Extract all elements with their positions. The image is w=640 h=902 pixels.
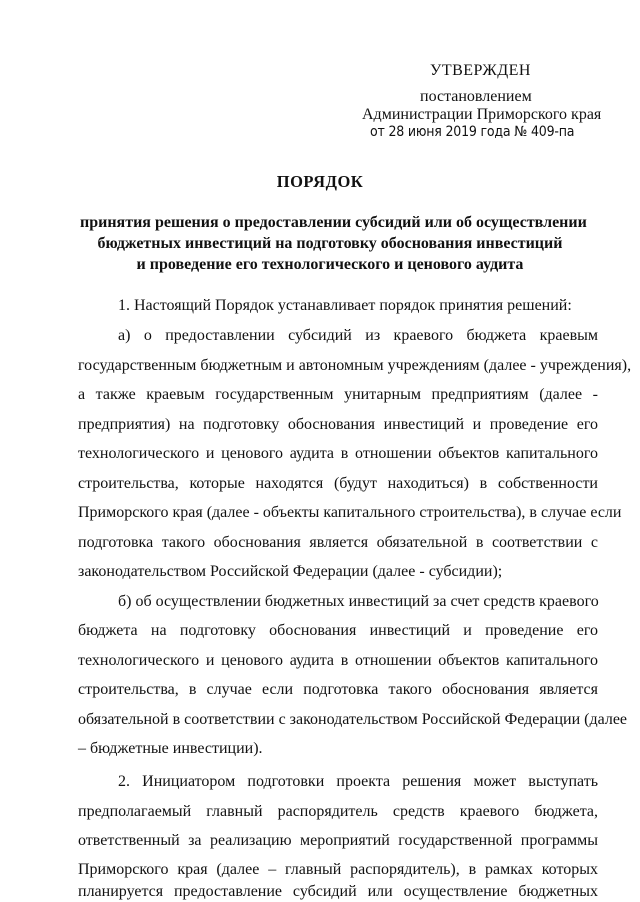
subtitle-line: и проведение его технологического и ценового аудита: [136, 256, 524, 273]
body-line: предполагаемый главный распорядитель средств краевого бюджета,: [78, 803, 598, 820]
body-line: – бюджетные инвестиции).: [78, 740, 263, 757]
body-line: предприятия) на подготовку обоснования инвестиций и проведение его: [78, 416, 598, 433]
body-line: ответственный за реализацию мероприятий государственной программы: [78, 832, 598, 849]
body-line: 2. Инициатором подготовки проекта решения может выступать: [118, 773, 598, 790]
body-line: строительства, которые находятся (будут находиться) в собственности: [78, 475, 598, 492]
body-line: а также краевым государственным унитарным предприятиям (далее -: [78, 386, 598, 403]
body-line: законодательством Российской Федерации (далее - субсидии);: [78, 563, 503, 580]
document-title: ПОРЯДОК: [276, 172, 364, 191]
approval-line-resolution: постановлением: [420, 88, 532, 105]
subtitle-line: бюджетных инвестиций на подготовку обоснования инвестиций: [97, 235, 563, 252]
body-line: планируется предоставление субсидий или осуществление бюджетных: [78, 883, 598, 900]
subtitle-line: принятия решения о предоставлении субсидий или об осуществлении: [80, 214, 587, 231]
body-line: строительства, в случае если подготовка такого обоснования является: [78, 681, 598, 698]
body-line: Приморского края (далее – главный распорядитель), в рамках которых: [78, 861, 598, 878]
body-line: технологического и ценового аудита в отношении объектов капитального: [78, 445, 598, 462]
approval-line-date-number: от 28 июня 2019 года № 409-па: [370, 124, 575, 140]
body-line: подготовка такого обоснования является обязательной в соответствии с: [78, 534, 598, 551]
body-line: обязательной в соответствии с законодательством Российской Федерации (далее: [78, 711, 628, 728]
body-line: 1. Настоящий Порядок устанавливает порядок принятия решений:: [118, 297, 572, 314]
body-line: технологического и ценового аудита в отношении объектов капитального: [78, 652, 598, 669]
body-line: государственным бюджетным и автономным учреждениям (далее - учреждения),: [78, 357, 632, 374]
approval-line-administration: Администрации Приморского края: [362, 106, 602, 123]
body-line: Приморского края (далее - объекты капитального строительства), в случае если: [78, 504, 622, 521]
approval-title: УТВЕРЖДЕН: [430, 62, 531, 79]
body-line: б) об осуществлении бюджетных инвестиций за счет средств краевого: [118, 593, 599, 610]
body-line: бюджета на подготовку обоснования инвестиций и проведение его: [78, 622, 598, 639]
document-subtitle: [80, 212, 587, 275]
body-line: а) о предоставлении субсидий из краевого бюджета краевым: [118, 327, 598, 344]
